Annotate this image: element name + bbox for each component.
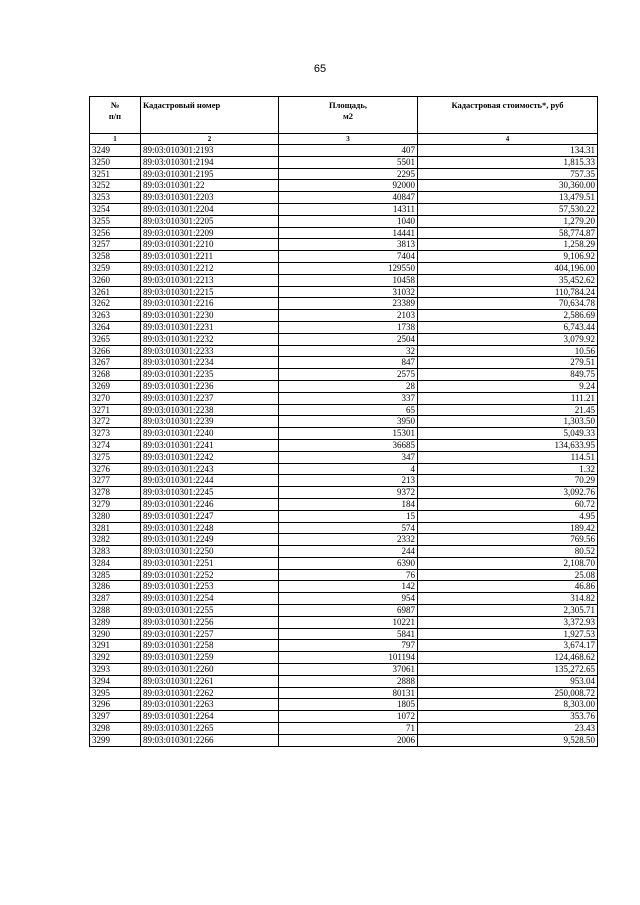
table-row (90, 192, 598, 204)
column-number-row (90, 134, 598, 145)
table-row (90, 333, 598, 345)
cell-area: 184 (279, 498, 418, 510)
table-row (90, 640, 598, 652)
table-row (90, 487, 598, 499)
table-row (90, 310, 598, 322)
cell-row-number: 3265 (90, 333, 141, 345)
cell-area: 1040 (279, 215, 418, 227)
table-row (90, 168, 598, 180)
cell-row-number: 3279 (90, 498, 141, 510)
cell-cadastral-cost: 111.21 (418, 392, 598, 404)
header-cadastral-number: Кадастровый номер (141, 97, 279, 134)
cell-cadastral-number: 89:03:010301:2236 (141, 380, 279, 392)
cell-row-number: 3250 (90, 156, 141, 168)
cell-row-number: 3257 (90, 239, 141, 251)
table-row (90, 652, 598, 664)
cell-cadastral-cost: 80.52 (418, 546, 598, 558)
table-row (90, 369, 598, 381)
cell-row-number: 3274 (90, 439, 141, 451)
table-row (90, 286, 598, 298)
cell-area: 2103 (279, 310, 418, 322)
cell-row-number: 3294 (90, 675, 141, 687)
cell-row-number: 3261 (90, 286, 141, 298)
cell-area: 142 (279, 581, 418, 593)
cell-area: 954 (279, 593, 418, 605)
cell-cadastral-number: 89:03:010301:2241 (141, 439, 279, 451)
cell-row-number: 3271 (90, 404, 141, 416)
cell-row-number: 3290 (90, 628, 141, 640)
cell-row-number: 3299 (90, 734, 141, 746)
table-row (90, 711, 598, 723)
cell-area: 244 (279, 546, 418, 558)
column-number: 4 (418, 134, 598, 145)
cell-row-number: 3269 (90, 380, 141, 392)
cell-cadastral-number: 89:03:010301:2230 (141, 310, 279, 322)
table-row (90, 475, 598, 487)
cell-row-number: 3264 (90, 321, 141, 333)
cell-area: 2295 (279, 168, 418, 180)
cell-cadastral-cost: 1,279.20 (418, 215, 598, 227)
cell-area: 32 (279, 345, 418, 357)
cell-cadastral-number: 89:03:010301:2247 (141, 510, 279, 522)
cell-row-number: 3286 (90, 581, 141, 593)
cell-cadastral-number: 89:03:010301:2254 (141, 593, 279, 605)
cell-area: 36685 (279, 439, 418, 451)
table-row (90, 522, 598, 534)
cell-cadastral-cost: 2,305.71 (418, 605, 598, 617)
cell-row-number: 3298 (90, 723, 141, 735)
cell-cadastral-number: 89:03:010301:2235 (141, 369, 279, 381)
cell-cadastral-cost: 9.24 (418, 380, 598, 392)
cell-area: 92000 (279, 180, 418, 192)
cell-cadastral-cost: 3,674.17 (418, 640, 598, 652)
table-body (90, 145, 598, 747)
cell-cadastral-cost: 279.51 (418, 357, 598, 369)
cell-row-number: 3272 (90, 416, 141, 428)
header-cadastral-cost: Кадастровая стоимость*, руб (418, 97, 598, 134)
cell-cadastral-number: 89:03:010301:2215 (141, 286, 279, 298)
table-row (90, 262, 598, 274)
cell-cadastral-cost: 124,468.62 (418, 652, 598, 664)
cell-area: 347 (279, 451, 418, 463)
cell-area: 9372 (279, 487, 418, 499)
cell-row-number: 3255 (90, 215, 141, 227)
header-area-line2: м2 (342, 111, 354, 121)
table-row (90, 463, 598, 475)
table-row (90, 321, 598, 333)
cell-cadastral-number: 89:03:010301:2205 (141, 215, 279, 227)
cell-area: 574 (279, 522, 418, 534)
header-area (279, 97, 418, 134)
cell-cadastral-number: 89:03:010301:2210 (141, 239, 279, 251)
cell-row-number: 3281 (90, 522, 141, 534)
cell-cadastral-cost: 2,586.69 (418, 310, 598, 322)
cell-cadastral-cost: 4.95 (418, 510, 598, 522)
cell-cadastral-cost: 3,079.92 (418, 333, 598, 345)
table-row (90, 581, 598, 593)
cell-row-number: 3287 (90, 593, 141, 605)
cell-row-number: 3297 (90, 711, 141, 723)
table-row (90, 439, 598, 451)
cell-cadastral-number: 89:03:010301:2193 (141, 145, 279, 157)
cell-cadastral-cost: 9,528.50 (418, 734, 598, 746)
table-row (90, 239, 598, 251)
cell-row-number: 3263 (90, 310, 141, 322)
cell-area: 2006 (279, 734, 418, 746)
cell-area: 847 (279, 357, 418, 369)
cell-row-number: 3280 (90, 510, 141, 522)
cell-cadastral-number: 89:03:010301:2246 (141, 498, 279, 510)
cell-cadastral-number: 89:03:010301:2213 (141, 274, 279, 286)
table-row (90, 156, 598, 168)
cell-cadastral-cost: 58,774.87 (418, 227, 598, 239)
cell-cadastral-cost: 353.76 (418, 711, 598, 723)
cell-row-number: 3291 (90, 640, 141, 652)
cell-cadastral-cost: 57,530.22 (418, 203, 598, 215)
cell-cadastral-number: 89:03:010301:2261 (141, 675, 279, 687)
cell-area: 28 (279, 380, 418, 392)
cell-cadastral-number: 89:03:010301:2260 (141, 664, 279, 676)
cell-row-number: 3295 (90, 687, 141, 699)
table-row (90, 687, 598, 699)
cell-cadastral-cost: 10.56 (418, 345, 598, 357)
cell-cadastral-number: 89:03:010301:2259 (141, 652, 279, 664)
cell-row-number: 3288 (90, 605, 141, 617)
cell-cadastral-cost: 13,479.51 (418, 192, 598, 204)
cell-row-number: 3278 (90, 487, 141, 499)
cell-area: 1805 (279, 699, 418, 711)
cell-area: 213 (279, 475, 418, 487)
cell-area: 129550 (279, 262, 418, 274)
table-row (90, 569, 598, 581)
table-row (90, 380, 598, 392)
header-row (90, 97, 598, 134)
table-row (90, 605, 598, 617)
cell-area: 1738 (279, 321, 418, 333)
cell-row-number: 3262 (90, 298, 141, 310)
cell-cadastral-cost: 6,743.44 (418, 321, 598, 333)
table-row (90, 723, 598, 735)
header-number-line1: № (110, 100, 120, 110)
cell-cadastral-number: 89:03:010301:2237 (141, 392, 279, 404)
table-row (90, 451, 598, 463)
cell-cadastral-number: 89:03:010301:2257 (141, 628, 279, 640)
cell-cadastral-cost: 404,196.00 (418, 262, 598, 274)
table-row (90, 180, 598, 192)
cell-cadastral-cost: 250,008.72 (418, 687, 598, 699)
cell-cadastral-number: 89:03:010301:2216 (141, 298, 279, 310)
cell-cadastral-cost: 25.08 (418, 569, 598, 581)
cell-cadastral-number: 89:03:010301:2244 (141, 475, 279, 487)
cell-cadastral-number: 89:03:010301:2252 (141, 569, 279, 581)
table-row (90, 734, 598, 746)
cell-cadastral-cost: 1.32 (418, 463, 598, 475)
cell-cadastral-number: 89:03:010301:2266 (141, 734, 279, 746)
cell-row-number: 3266 (90, 345, 141, 357)
page-number: 65 (313, 63, 327, 75)
table-row (90, 392, 598, 404)
header-number-line2: п/п (108, 111, 122, 121)
cell-area: 37061 (279, 664, 418, 676)
cell-area: 2575 (279, 369, 418, 381)
cell-area: 5841 (279, 628, 418, 640)
cell-row-number: 3275 (90, 451, 141, 463)
cell-cadastral-cost: 3,372.93 (418, 616, 598, 628)
cell-area: 1072 (279, 711, 418, 723)
cell-cadastral-cost: 114.51 (418, 451, 598, 463)
cell-cadastral-cost: 1,815.33 (418, 156, 598, 168)
cell-cadastral-number: 89:03:010301:2243 (141, 463, 279, 475)
table-row (90, 699, 598, 711)
cell-cadastral-number: 89:03:010301:2264 (141, 711, 279, 723)
cell-area: 31032 (279, 286, 418, 298)
cell-cadastral-number: 89:03:010301:2242 (141, 451, 279, 463)
cell-cadastral-cost: 189.42 (418, 522, 598, 534)
cell-row-number: 3292 (90, 652, 141, 664)
cell-area: 7404 (279, 251, 418, 263)
cell-cadastral-number: 89:03:010301:2195 (141, 168, 279, 180)
cell-area: 65 (279, 404, 418, 416)
cell-row-number: 3289 (90, 616, 141, 628)
cell-cadastral-cost: 134.31 (418, 145, 598, 157)
cell-cadastral-number: 89:03:010301:2248 (141, 522, 279, 534)
cell-area: 40847 (279, 192, 418, 204)
table-row (90, 534, 598, 546)
cell-cadastral-cost: 46.86 (418, 581, 598, 593)
cell-row-number: 3249 (90, 145, 141, 157)
cell-cadastral-cost: 757.35 (418, 168, 598, 180)
table-row (90, 227, 598, 239)
cell-area: 6987 (279, 605, 418, 617)
cell-cadastral-number: 89:03:010301:2258 (141, 640, 279, 652)
table-row (90, 616, 598, 628)
cell-row-number: 3268 (90, 369, 141, 381)
cell-cadastral-number: 89:03:010301:2240 (141, 428, 279, 440)
cell-cadastral-number: 89:03:010301:2245 (141, 487, 279, 499)
cell-cadastral-number: 89:03:010301:2234 (141, 357, 279, 369)
table-row (90, 498, 598, 510)
cell-cadastral-number: 89:03:010301:22 (141, 180, 279, 192)
cell-cadastral-cost: 3,092.76 (418, 487, 598, 499)
cell-row-number: 3254 (90, 203, 141, 215)
cell-cadastral-cost: 23.43 (418, 723, 598, 735)
cell-cadastral-cost: 110,784.24 (418, 286, 598, 298)
cell-row-number: 3260 (90, 274, 141, 286)
cell-cadastral-cost: 1,303.50 (418, 416, 598, 428)
column-number: 3 (279, 134, 418, 145)
cell-area: 337 (279, 392, 418, 404)
cell-cadastral-cost: 135,272.65 (418, 664, 598, 676)
cell-cadastral-cost: 1,927.53 (418, 628, 598, 640)
cell-cadastral-cost: 953.04 (418, 675, 598, 687)
cell-cadastral-number: 89:03:010301:2194 (141, 156, 279, 168)
cell-area: 2332 (279, 534, 418, 546)
table-row (90, 664, 598, 676)
cell-row-number: 3284 (90, 557, 141, 569)
table-row (90, 357, 598, 369)
cell-cadastral-number: 89:03:010301:2209 (141, 227, 279, 239)
cell-cadastral-number: 89:03:010301:2256 (141, 616, 279, 628)
cell-cadastral-number: 89:03:010301:2233 (141, 345, 279, 357)
cell-cadastral-number: 89:03:010301:2204 (141, 203, 279, 215)
cell-row-number: 3256 (90, 227, 141, 239)
cell-row-number: 3277 (90, 475, 141, 487)
table-row (90, 557, 598, 569)
cell-row-number: 3259 (90, 262, 141, 274)
table-row (90, 510, 598, 522)
cell-area: 10458 (279, 274, 418, 286)
cell-area: 71 (279, 723, 418, 735)
cell-area: 14441 (279, 227, 418, 239)
table-row (90, 416, 598, 428)
cell-area: 80131 (279, 687, 418, 699)
table-row (90, 546, 598, 558)
cell-row-number: 3253 (90, 192, 141, 204)
cell-area: 3950 (279, 416, 418, 428)
cell-cadastral-cost: 849.75 (418, 369, 598, 381)
cell-cadastral-cost: 70.29 (418, 475, 598, 487)
cell-cadastral-cost: 60.72 (418, 498, 598, 510)
cell-row-number: 3258 (90, 251, 141, 263)
cell-cadastral-number: 89:03:010301:2211 (141, 251, 279, 263)
cadastral-table (89, 96, 598, 747)
cell-area: 797 (279, 640, 418, 652)
cell-cadastral-number: 89:03:010301:2263 (141, 699, 279, 711)
cell-area: 101194 (279, 652, 418, 664)
cell-cadastral-number: 89:03:010301:2253 (141, 581, 279, 593)
cell-area: 3813 (279, 239, 418, 251)
cell-area: 15 (279, 510, 418, 522)
cell-cadastral-number: 89:03:010301:2238 (141, 404, 279, 416)
cell-row-number: 3251 (90, 168, 141, 180)
cell-row-number: 3285 (90, 569, 141, 581)
cell-row-number: 3282 (90, 534, 141, 546)
cell-cadastral-number: 89:03:010301:2249 (141, 534, 279, 546)
cell-cadastral-number: 89:03:010301:2250 (141, 546, 279, 558)
cell-cadastral-number: 89:03:010301:2239 (141, 416, 279, 428)
cell-area: 407 (279, 145, 418, 157)
cell-cadastral-cost: 2,108.70 (418, 557, 598, 569)
cell-cadastral-cost: 35,452.62 (418, 274, 598, 286)
table-row (90, 203, 598, 215)
cell-area: 2504 (279, 333, 418, 345)
table-row (90, 404, 598, 416)
cell-cadastral-cost: 8,303.00 (418, 699, 598, 711)
cell-cadastral-number: 89:03:010301:2231 (141, 321, 279, 333)
cell-row-number: 3267 (90, 357, 141, 369)
cell-area: 6390 (279, 557, 418, 569)
cell-cadastral-cost: 1,258.29 (418, 239, 598, 251)
cell-cadastral-cost: 314.82 (418, 593, 598, 605)
table-row (90, 274, 598, 286)
cell-area: 23389 (279, 298, 418, 310)
cell-cadastral-cost: 70,634.78 (418, 298, 598, 310)
cell-cadastral-number: 89:03:010301:2255 (141, 605, 279, 617)
cell-cadastral-cost: 30,360.00 (418, 180, 598, 192)
cell-row-number: 3293 (90, 664, 141, 676)
table-row (90, 345, 598, 357)
table-row (90, 215, 598, 227)
cell-cadastral-number: 89:03:010301:2212 (141, 262, 279, 274)
header-number (90, 97, 141, 134)
cell-area: 14311 (279, 203, 418, 215)
table-row (90, 675, 598, 687)
cell-area: 4 (279, 463, 418, 475)
cell-row-number: 3273 (90, 428, 141, 440)
cell-cadastral-cost: 21.45 (418, 404, 598, 416)
cell-cadastral-number: 89:03:010301:2203 (141, 192, 279, 204)
cell-row-number: 3270 (90, 392, 141, 404)
cell-area: 2888 (279, 675, 418, 687)
header-area-line1: Площадь, (329, 100, 367, 110)
cell-row-number: 3252 (90, 180, 141, 192)
table-row (90, 251, 598, 263)
cell-row-number: 3296 (90, 699, 141, 711)
cell-row-number: 3276 (90, 463, 141, 475)
table-row (90, 298, 598, 310)
table-row (90, 145, 598, 157)
cell-cadastral-number: 89:03:010301:2265 (141, 723, 279, 735)
cell-cadastral-cost: 134,633.95 (418, 439, 598, 451)
cell-area: 10221 (279, 616, 418, 628)
cell-area: 15301 (279, 428, 418, 440)
cell-area: 5501 (279, 156, 418, 168)
cell-cadastral-cost: 5,049.33 (418, 428, 598, 440)
cell-row-number: 3283 (90, 546, 141, 558)
table-row (90, 428, 598, 440)
cell-cadastral-number: 89:03:010301:2262 (141, 687, 279, 699)
cell-cadastral-number: 89:03:010301:2232 (141, 333, 279, 345)
column-number: 1 (90, 134, 141, 145)
cell-cadastral-number: 89:03:010301:2251 (141, 557, 279, 569)
cell-cadastral-cost: 769.56 (418, 534, 598, 546)
cell-cadastral-cost: 9,106.92 (418, 251, 598, 263)
column-number: 2 (141, 134, 279, 145)
table-row (90, 593, 598, 605)
cell-area: 76 (279, 569, 418, 581)
table-row (90, 628, 598, 640)
